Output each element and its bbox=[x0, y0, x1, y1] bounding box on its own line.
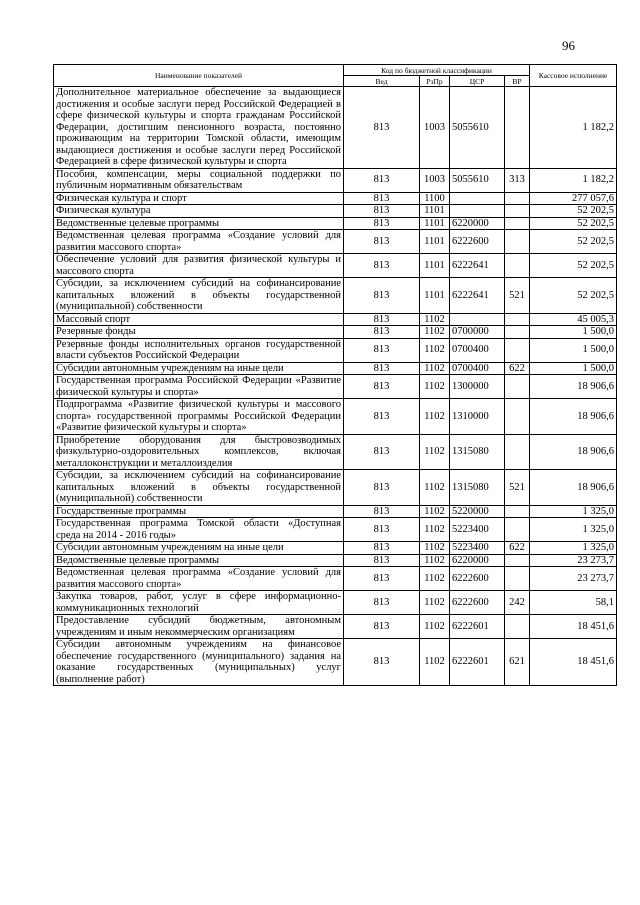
budget-execution-table bbox=[53, 64, 617, 686]
row-vr-cell bbox=[505, 567, 530, 591]
row-vr-cell bbox=[505, 87, 530, 169]
row-amount-cell: 18 451,6 bbox=[530, 615, 617, 639]
row-vr-cell bbox=[505, 615, 530, 639]
row-csr-cell: 5223400 bbox=[450, 518, 505, 542]
row-ved-cell: 813 bbox=[344, 326, 420, 339]
row-ved-cell: 813 bbox=[344, 518, 420, 542]
row-name-cell: Субсидии автономным учреждениям на финансовое обеспечение государственного (муниципального) задания на оказание государственных (муниципальных) услуг (выполнение работ) bbox=[54, 639, 344, 686]
header-ved: Вед bbox=[344, 76, 420, 87]
row-name-cell: Резервные фонды bbox=[54, 326, 344, 339]
row-csr-cell bbox=[450, 205, 505, 218]
header-vr: ВР bbox=[505, 76, 530, 87]
row-name-cell: Резервные фонды исполнительных органов государственной власти субъектов Российской Федерации bbox=[54, 338, 344, 362]
row-rzpr-cell: 1102 bbox=[420, 375, 450, 399]
row-amount-cell: 1 325,0 bbox=[530, 505, 617, 518]
row-csr-cell: 6222641 bbox=[450, 254, 505, 278]
row-vr-cell: 521 bbox=[505, 278, 530, 314]
row-csr-cell: 6222641 bbox=[450, 278, 505, 314]
table-body bbox=[54, 87, 617, 686]
table-row bbox=[54, 554, 617, 567]
row-amount-cell: 1 182,2 bbox=[530, 87, 617, 169]
row-csr-cell: 6222601 bbox=[450, 615, 505, 639]
row-amount-cell: 52 202,5 bbox=[530, 230, 617, 254]
row-rzpr-cell: 1100 bbox=[420, 192, 450, 205]
row-amount-cell: 52 202,5 bbox=[530, 278, 617, 314]
header-name: Наименование показателей bbox=[54, 65, 344, 87]
row-rzpr-cell: 1101 bbox=[420, 278, 450, 314]
row-amount-cell: 18 451,6 bbox=[530, 639, 617, 686]
row-amount-cell: 18 906,6 bbox=[530, 434, 617, 470]
row-csr-cell: 5055610 bbox=[450, 168, 505, 192]
row-vr-cell: 621 bbox=[505, 639, 530, 686]
row-name-cell: Пособия, компенсации, меры социальной поддержки по публичным нормативным обязательствам bbox=[54, 168, 344, 192]
row-amount-cell: 18 906,6 bbox=[530, 375, 617, 399]
row-name-cell: Подпрограмма «Развитие физической культуры и массового спорта» государственной программы Российской Федерации «Развитие физической культуры и спорта» bbox=[54, 399, 344, 435]
row-vr-cell: 313 bbox=[505, 168, 530, 192]
header-rzpr: РзПр bbox=[420, 76, 450, 87]
row-vr-cell: 622 bbox=[505, 542, 530, 555]
row-name-cell: Субсидии автономным учреждениям на иные цели bbox=[54, 542, 344, 555]
row-rzpr-cell: 1102 bbox=[420, 591, 450, 615]
row-vr-cell bbox=[505, 518, 530, 542]
header-csr: ЦСР bbox=[450, 76, 505, 87]
row-name-cell: Субсидии автономным учреждениям на иные цели bbox=[54, 362, 344, 375]
row-name-cell: Физическая культура bbox=[54, 205, 344, 218]
row-amount-cell: 277 057,6 bbox=[530, 192, 617, 205]
row-name-cell: Массовый спорт bbox=[54, 313, 344, 326]
row-ved-cell: 813 bbox=[344, 542, 420, 555]
row-ved-cell: 813 bbox=[344, 338, 420, 362]
row-rzpr-cell: 1102 bbox=[420, 505, 450, 518]
table-row bbox=[54, 591, 617, 615]
row-amount-cell: 18 906,6 bbox=[530, 470, 617, 506]
table-row bbox=[54, 542, 617, 555]
row-amount-cell: 23 273,7 bbox=[530, 554, 617, 567]
table-row bbox=[54, 168, 617, 192]
row-ved-cell: 813 bbox=[344, 87, 420, 169]
table-row bbox=[54, 278, 617, 314]
row-rzpr-cell: 1101 bbox=[420, 205, 450, 218]
row-vr-cell bbox=[505, 434, 530, 470]
row-vr-cell bbox=[505, 554, 530, 567]
row-vr-cell bbox=[505, 338, 530, 362]
row-rzpr-cell: 1102 bbox=[420, 399, 450, 435]
table-row bbox=[54, 362, 617, 375]
row-amount-cell: 1 500,0 bbox=[530, 362, 617, 375]
row-csr-cell: 6222600 bbox=[450, 567, 505, 591]
row-amount-cell: 23 273,7 bbox=[530, 567, 617, 591]
row-rzpr-cell: 1102 bbox=[420, 470, 450, 506]
row-ved-cell: 813 bbox=[344, 375, 420, 399]
row-ved-cell: 813 bbox=[344, 313, 420, 326]
row-csr-cell: 0700400 bbox=[450, 362, 505, 375]
row-rzpr-cell: 1101 bbox=[420, 254, 450, 278]
row-rzpr-cell: 1003 bbox=[420, 87, 450, 169]
page-number: 96 bbox=[562, 38, 575, 53]
row-ved-cell: 813 bbox=[344, 639, 420, 686]
row-ved-cell: 813 bbox=[344, 470, 420, 506]
row-vr-cell bbox=[505, 399, 530, 435]
row-csr-cell: 6222600 bbox=[450, 230, 505, 254]
table-row bbox=[54, 230, 617, 254]
row-amount-cell: 52 202,5 bbox=[530, 205, 617, 218]
row-csr-cell: 1315080 bbox=[450, 470, 505, 506]
row-name-cell: Приобретение оборудования для быстровозводимых физкультурно-оздоровительных комплексов, включая металлоконструкции и металлоизделия bbox=[54, 434, 344, 470]
row-name-cell: Государственные программы bbox=[54, 505, 344, 518]
row-csr-cell: 6220000 bbox=[450, 554, 505, 567]
row-csr-cell: 1300000 bbox=[450, 375, 505, 399]
table-row bbox=[54, 639, 617, 686]
row-rzpr-cell: 1003 bbox=[420, 168, 450, 192]
row-ved-cell: 813 bbox=[344, 254, 420, 278]
row-csr-cell: 6220000 bbox=[450, 217, 505, 230]
row-ved-cell: 813 bbox=[344, 399, 420, 435]
row-rzpr-cell: 1102 bbox=[420, 326, 450, 339]
row-amount-cell: 52 202,5 bbox=[530, 254, 617, 278]
row-rzpr-cell: 1102 bbox=[420, 518, 450, 542]
row-vr-cell: 242 bbox=[505, 591, 530, 615]
row-rzpr-cell: 1102 bbox=[420, 362, 450, 375]
row-ved-cell: 813 bbox=[344, 217, 420, 230]
row-amount-cell: 1 325,0 bbox=[530, 542, 617, 555]
header-code-group: Код по бюджетной классификации bbox=[344, 65, 530, 76]
table-row bbox=[54, 567, 617, 591]
row-csr-cell: 0700400 bbox=[450, 338, 505, 362]
row-ved-cell: 813 bbox=[344, 192, 420, 205]
row-rzpr-cell: 1102 bbox=[420, 554, 450, 567]
row-vr-cell bbox=[505, 505, 530, 518]
table-row bbox=[54, 518, 617, 542]
row-rzpr-cell: 1102 bbox=[420, 313, 450, 326]
row-rzpr-cell: 1102 bbox=[420, 615, 450, 639]
table-row bbox=[54, 87, 617, 169]
row-vr-cell bbox=[505, 254, 530, 278]
row-ved-cell: 813 bbox=[344, 567, 420, 591]
table-row bbox=[54, 326, 617, 339]
row-rzpr-cell: 1102 bbox=[420, 338, 450, 362]
table-row bbox=[54, 254, 617, 278]
row-name-cell: Ведомственная целевая программа «Создание условий для развития массового спорта» bbox=[54, 567, 344, 591]
row-amount-cell: 1 500,0 bbox=[530, 326, 617, 339]
row-vr-cell bbox=[505, 205, 530, 218]
row-name-cell: Дополнительное материальное обеспечение за выдающиеся достижения и особые заслуги перед Российской Федерацией в сфере физической культуры и спорта гражданам Российской Федерации, достигшим пенсионного возраста, постоянно проживающим на территории Томской области, имеющим выдающиеся достижения и особые заслуги перед Российской Федерацией в сфере физической культуры и спорта bbox=[54, 87, 344, 169]
row-csr-cell: 5055610 bbox=[450, 87, 505, 169]
table-row bbox=[54, 192, 617, 205]
row-vr-cell bbox=[505, 375, 530, 399]
row-amount-cell: 1 325,0 bbox=[530, 518, 617, 542]
header-row-top bbox=[54, 65, 617, 76]
table-row bbox=[54, 205, 617, 218]
row-csr-cell: 1310000 bbox=[450, 399, 505, 435]
row-ved-cell: 813 bbox=[344, 434, 420, 470]
row-csr-cell: 5220000 bbox=[450, 505, 505, 518]
table-row bbox=[54, 470, 617, 506]
row-name-cell: Ведомственные целевые программы bbox=[54, 554, 344, 567]
row-vr-cell: 521 bbox=[505, 470, 530, 506]
table-row bbox=[54, 338, 617, 362]
row-ved-cell: 813 bbox=[344, 591, 420, 615]
row-name-cell: Субсидии, за исключением субсидий на софинансирование капитальных вложений в объекты государственной (муниципальной) собственности bbox=[54, 470, 344, 506]
row-name-cell: Закупка товаров, работ, услуг в сфере информационно-коммуникационных технологий bbox=[54, 591, 344, 615]
row-name-cell: Ведомственная целевая программа «Создание условий для развития массового спорта» bbox=[54, 230, 344, 254]
table-row bbox=[54, 217, 617, 230]
row-vr-cell: 622 bbox=[505, 362, 530, 375]
row-vr-cell bbox=[505, 217, 530, 230]
row-ved-cell: 813 bbox=[344, 230, 420, 254]
row-amount-cell: 1 182,2 bbox=[530, 168, 617, 192]
row-rzpr-cell: 1102 bbox=[420, 542, 450, 555]
row-vr-cell bbox=[505, 326, 530, 339]
table-row bbox=[54, 313, 617, 326]
row-amount-cell: 45 005,3 bbox=[530, 313, 617, 326]
table-row bbox=[54, 615, 617, 639]
row-name-cell: Субсидии, за исключением субсидий на софинансирование капитальных вложений в объекты государственной (муниципальной) собственности bbox=[54, 278, 344, 314]
row-ved-cell: 813 bbox=[344, 168, 420, 192]
header-amount: Кассовое исполнение bbox=[530, 65, 617, 87]
row-vr-cell bbox=[505, 192, 530, 205]
table-row bbox=[54, 375, 617, 399]
row-name-cell: Обеспечение условий для развития физической культуры и массового спорта bbox=[54, 254, 344, 278]
row-ved-cell: 813 bbox=[344, 205, 420, 218]
row-csr-cell: 1315080 bbox=[450, 434, 505, 470]
row-amount-cell: 58,1 bbox=[530, 591, 617, 615]
row-ved-cell: 813 bbox=[344, 505, 420, 518]
row-ved-cell: 813 bbox=[344, 362, 420, 375]
row-vr-cell bbox=[505, 230, 530, 254]
row-ved-cell: 813 bbox=[344, 278, 420, 314]
row-vr-cell bbox=[505, 313, 530, 326]
row-amount-cell: 18 906,6 bbox=[530, 399, 617, 435]
table-row bbox=[54, 399, 617, 435]
row-rzpr-cell: 1102 bbox=[420, 639, 450, 686]
row-name-cell: Предоставление субсидий бюджетным, автономным учреждениям и иным некоммерческим организациям bbox=[54, 615, 344, 639]
row-rzpr-cell: 1102 bbox=[420, 434, 450, 470]
table-row bbox=[54, 434, 617, 470]
row-csr-cell: 6222600 bbox=[450, 591, 505, 615]
row-amount-cell: 1 500,0 bbox=[530, 338, 617, 362]
row-name-cell: Физическая культура и спорт bbox=[54, 192, 344, 205]
row-csr-cell: 6222601 bbox=[450, 639, 505, 686]
row-rzpr-cell: 1101 bbox=[420, 217, 450, 230]
row-rzpr-cell: 1102 bbox=[420, 567, 450, 591]
row-csr-cell bbox=[450, 192, 505, 205]
row-name-cell: Государственная программа Российской Федерации «Развитие физической культуры и спорта» bbox=[54, 375, 344, 399]
row-ved-cell: 813 bbox=[344, 554, 420, 567]
row-csr-cell: 0700000 bbox=[450, 326, 505, 339]
row-name-cell: Ведомственные целевые программы bbox=[54, 217, 344, 230]
row-amount-cell: 52 202,5 bbox=[530, 217, 617, 230]
row-csr-cell bbox=[450, 313, 505, 326]
row-ved-cell: 813 bbox=[344, 615, 420, 639]
row-rzpr-cell: 1101 bbox=[420, 230, 450, 254]
row-name-cell: Государственная программа Томской области «Доступная среда на 2014 - 2016 годы» bbox=[54, 518, 344, 542]
row-csr-cell: 5223400 bbox=[450, 542, 505, 555]
table-row bbox=[54, 505, 617, 518]
